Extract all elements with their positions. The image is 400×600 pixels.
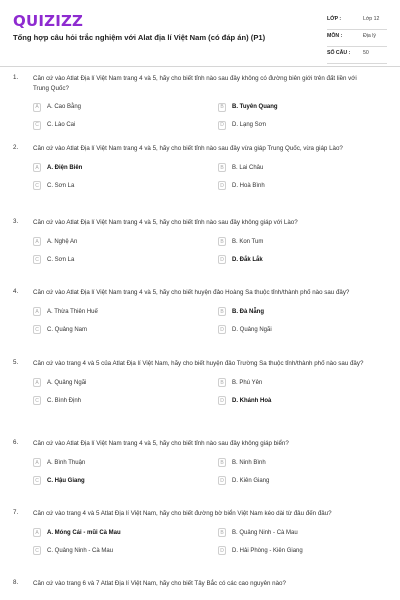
question-item [0,579,400,599]
option-letter-box: A [33,528,41,537]
option-c[interactable] [33,119,218,131]
option-letter-box: A [33,103,41,112]
option-b[interactable] [218,527,400,539]
option-a[interactable] [33,236,218,248]
option-text: B. Phú Yên [232,379,263,386]
option-text: A. Cao Bằng [47,104,82,110]
option-text: C. Quảng Ninh - Cà Mau [47,547,114,554]
option-text: B. Đà Nẵng [232,308,265,315]
option-grid [33,306,400,336]
meta-key: SỐ CÂU : [327,50,351,56]
option-letter-box: C [33,255,41,264]
meta-row-count [327,48,387,64]
option-text: C. Sơn La [47,182,75,189]
option-text: D. Hải Phòng - Kiên Giang [232,547,303,554]
question-number: 1. [13,74,19,81]
option-text: B. Kon Tum [232,238,264,245]
question-text: Căn cứ vào Atlat Địa lí Việt Nam trang 4 và 5, hãy cho biết tỉnh nào sau đây không có đường biên giới trên đất liền với Trung Quốc? [33,75,357,92]
option-a[interactable] [33,162,218,174]
option-b[interactable] [218,101,400,113]
meta-key: MÔN : [327,33,343,39]
option-text: C. Hậu Giang [47,477,85,484]
option-c[interactable] [33,545,218,557]
option-c[interactable] [33,395,218,407]
question-text: Căn cứ vào trang 6 và 7 Atlat Địa lí Việt Nam, hãy cho biết Tây Bắc có các cao nguyên nào? [33,580,286,587]
option-text: D. Hoà Bình [232,182,265,189]
option-letter-box: C [33,121,41,130]
option-letter-box: A [33,237,41,246]
option-text: D. Kiên Giang [232,477,270,484]
question-number: 7. [13,509,19,516]
option-b[interactable] [218,162,400,174]
question-text: Căn cứ vào trang 4 và 5 Atlat Địa lí Việt Nam, hãy cho biết đường bờ biển Việt Nam kéo dài từ đâu đến đâu? [33,510,332,517]
option-d[interactable] [218,545,400,557]
meta-value: Lớp 12 [363,16,380,22]
question-item [0,74,400,144]
option-grid [33,162,400,192]
meta-panel [327,14,387,65]
option-a[interactable] [33,306,218,318]
page-title: Tổng hợp câu hỏi trắc nghiệm với Alat địa lí Việt Nam (có đáp án) (P1) [13,33,266,42]
option-text: A. Nghệ An [47,238,78,245]
option-text: C. Bình Định [47,397,82,404]
option-d[interactable] [218,395,400,407]
option-letter-box: B [218,163,226,172]
option-text: D. Lạng Sơn [232,122,266,128]
option-letter-box: C [33,181,41,190]
option-letter-box: B [218,307,226,316]
page-header [0,0,400,67]
option-letter-box: B [218,378,226,387]
option-a[interactable] [33,101,218,113]
question-number: 3. [13,218,19,225]
option-c[interactable] [33,324,218,336]
quizizz-logo: QUIZIZZ [13,12,84,30]
option-grid [33,236,400,266]
question-text: Căn cứ vào Atlat Địa lí Việt Nam trang 4 và 5, hãy cho biết tỉnh nào sau đây không giáp biển? [33,440,289,447]
question-item [0,439,400,509]
meta-value: Địa lý [363,33,376,39]
option-text: A. Móng Cái - mũi Cà Mau [47,529,121,536]
option-grid [33,101,400,131]
question-item [0,144,400,218]
option-grid [33,527,400,557]
option-b[interactable] [218,377,400,389]
option-letter-box: B [218,237,226,246]
question-text: Căn cứ vào Atlat Địa lí Việt Nam trang 4 và 5, hãy cho biết tỉnh nào sau đây vừa giáp Trung Quốc, vừa giáp Lào? [33,145,343,152]
option-letter-box: C [33,396,41,405]
option-text: D. Quảng Ngãi [232,326,272,333]
option-letter-box: D [218,181,226,190]
question-number: 2. [13,144,19,151]
question-text: Căn cứ vào Atlat Địa lí Việt Nam trang 4 và 5, hãy cho biết tỉnh nào sau đây không giáp với Lào? [33,219,298,226]
option-b[interactable] [218,236,400,248]
option-text: C. Quảng Nam [47,326,88,333]
meta-value: 50 [363,50,369,56]
question-list [0,74,400,599]
option-letter-box: D [218,396,226,405]
option-letter-box: B [218,528,226,537]
option-text: A. Bình Thuận [47,459,86,466]
option-c[interactable] [33,475,218,487]
option-d[interactable] [218,475,400,487]
option-d[interactable] [218,119,400,131]
option-text: B. Quảng Ninh - Cà Mau [232,529,298,536]
question-item [0,288,400,359]
option-letter-box: A [33,307,41,316]
option-text: C. Sơn La [47,256,75,263]
meta-row-subject [327,31,387,47]
option-text: B. Lai Châu [232,164,264,171]
question-item [0,359,400,439]
option-a[interactable] [33,527,218,539]
option-letter-box: D [218,476,226,485]
option-text: B. Tuyên Quang [232,104,278,110]
question-item [0,218,400,288]
option-letter-box: A [33,458,41,467]
option-c[interactable] [33,180,218,192]
option-letter-box: A [33,378,41,387]
option-text: A. Thừa Thiên Huế [47,308,98,315]
question-number: 4. [13,288,19,295]
option-letter-box: C [33,546,41,555]
option-letter-box: B [218,103,226,112]
option-letter-box: D [218,546,226,555]
question-number: 6. [13,439,19,446]
option-text: B. Ninh Bình [232,459,266,466]
option-c[interactable] [33,254,218,266]
question-number: 8. [13,579,19,586]
option-letter-box: D [218,255,226,264]
question-number: 5. [13,359,19,366]
option-text: C. Lào Cai [47,122,76,128]
question-text: Căn cứ vào Atlat Địa lí Việt Nam trang 4 và 5, hãy cho biết huyện đảo Hoàng Sa thuộc tỉnh/thành phố nào sau đây? [33,289,350,296]
option-d[interactable] [218,180,400,192]
meta-row-grade [327,14,387,30]
option-b[interactable] [218,306,400,318]
option-letter-box: B [218,458,226,467]
option-b[interactable] [218,457,400,469]
option-letter-box: C [33,325,41,334]
option-a[interactable] [33,377,218,389]
option-grid [33,377,400,407]
option-text: A. Điện Biên [47,164,83,171]
option-d[interactable] [218,254,400,266]
option-letter-box: A [33,163,41,172]
option-text: D. Đắk Lắk [232,256,263,263]
option-d[interactable] [218,324,400,336]
option-letter-box: D [218,325,226,334]
option-letter-box: D [218,121,226,130]
option-text: D. Khánh Hoà [232,397,272,404]
question-item [0,509,400,579]
option-grid [33,457,400,487]
option-text: A. Quảng Ngãi [47,379,87,386]
option-letter-box: C [33,476,41,485]
option-a[interactable] [33,457,218,469]
question-text: Căn cứ vào trang 4 và 5 của Atlat Địa lí Việt Nam, hãy cho biết huyện đảo Trường Sa thuộc tỉnh/thành phố nào sau đây? [33,360,364,367]
meta-key: LỚP : [327,16,342,22]
